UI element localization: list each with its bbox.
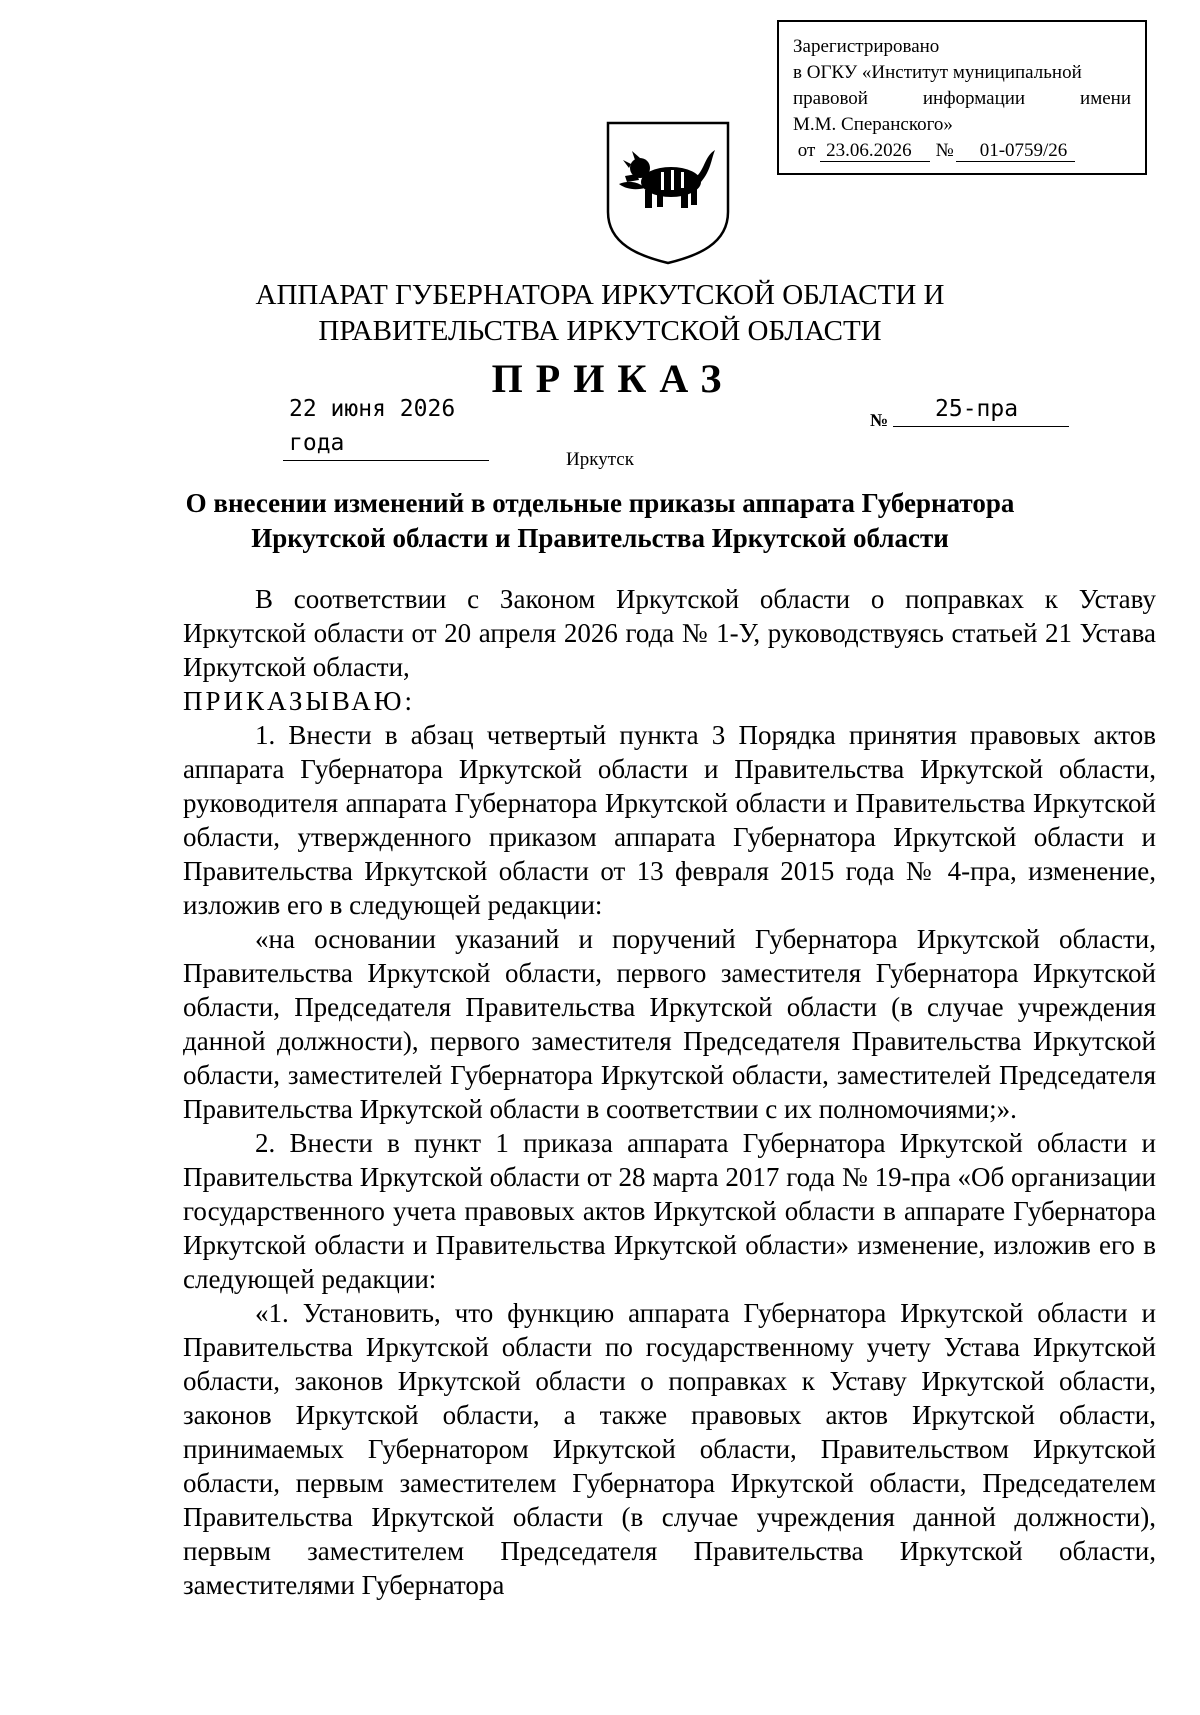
- stamp-number-label: №: [935, 140, 954, 161]
- organization-name-line2: ПРАВИТЕЛЬСТВА ИРКУТСКОЙ ОБЛАСТИ: [318, 315, 882, 347]
- stamp-line: М.М. Сперанского»: [793, 114, 953, 135]
- document-title: [0, 486, 1200, 556]
- document-type: ПРИКАЗ: [491, 356, 735, 401]
- stamp-from-label: от: [797, 140, 816, 161]
- stamp-line: Зарегистрировано: [793, 36, 940, 57]
- coat-of-arms-icon: [605, 120, 731, 266]
- document-body: [183, 582, 1156, 1602]
- stamp-line: [793, 86, 1131, 112]
- stamp-word: информации: [922, 88, 1026, 109]
- document-title-line2: Иркутской области и Правительства Иркутской области: [251, 523, 949, 553]
- order-number: 25-пра: [893, 392, 1069, 427]
- stamp-word: правовой: [793, 88, 868, 109]
- preamble-paragraph: В соответствии с Законом Иркутской области о поправках к Уставу Иркутской области от 20 апреля 2026 года № 1-У, руководствуясь статьей 21 Устава Иркутской области,: [183, 584, 1156, 682]
- order-number-label: №: [870, 410, 889, 430]
- order-date: 22 июня 2026 года: [283, 392, 489, 461]
- item-1-paragraph: 1. Внести в абзац четвертый пункта 3 Порядка принятия правовых актов аппарата Губернатора Иркутской области и Правительства Иркутской области, руководителя аппарата Губернатора Иркутской области и Правительства Иркутской области, утвержденного приказом аппарата Губернатора Иркутской области и Правительства Иркутской области от 13 февраля 2015 года № 4-пра, изменение, изложив его в следующей редакции:: [183, 720, 1156, 920]
- stamp-number: 01-0759/26: [956, 141, 1076, 162]
- city: Иркутск: [566, 449, 634, 470]
- stamp-registration-line: [793, 138, 1131, 164]
- order-word: ПРИКАЗЫВАЮ:: [183, 686, 415, 716]
- document-title-line1: О внесении изменений в отдельные приказы аппарата Губернатора: [185, 488, 1015, 518]
- stamp-date: 23.06.2026: [820, 141, 930, 162]
- stamp-line: в ОГКУ «Институт муниципальной: [793, 62, 1082, 83]
- registration-stamp: [777, 20, 1147, 175]
- stamp-word: имени: [1080, 88, 1131, 109]
- item-1-quote-paragraph: «на основании указаний и поручений Губернатора Иркутской области, Правительства Иркутской области, первого заместителя Губернатора Иркутской области, Председателя Правительства Иркутской области (в случае учреждения данной должности), первого заместителя Председателя Правительства Иркутской области, заместителей Губернатора Иркутской области, заместителей Председателя Правительства Иркутской области в соответствии с их полномочиями;».: [183, 924, 1156, 1124]
- organization-name-line1: АППАРАТ ГУБЕРНАТОРА ИРКУТСКОЙ ОБЛАСТИ И: [255, 279, 945, 311]
- item-2-paragraph: 2. Внести в пункт 1 приказа аппарата Губернатора Иркутской области и Правительства Иркутской области от 28 марта 2017 года № 19-пра «Об организации государственного учета правовых актов Иркутской области в аппарате Губернатора Иркутской области и Правительства Иркутской области» изменение, изложив его в следующей редакции:: [183, 1128, 1156, 1294]
- item-2-quote-paragraph: «1. Установить, что функцию аппарата Губернатора Иркутской области и Правительства Иркутской области по государственному учету Устава Иркутской области, законов Иркутской области о поправках к Уставу Иркутской области, законов Иркутской области, а также правовых актов Иркутской области, принимаемых Губернатором Иркутской области, Правительством Иркутской области, первым заместителем Губернатора Иркутской области, Председателем Правительства Иркутской области (в случае учреждения данной должности), первым заместителем Председателя Правительства Иркутской области, заместителями Губернатора: [183, 1298, 1156, 1600]
